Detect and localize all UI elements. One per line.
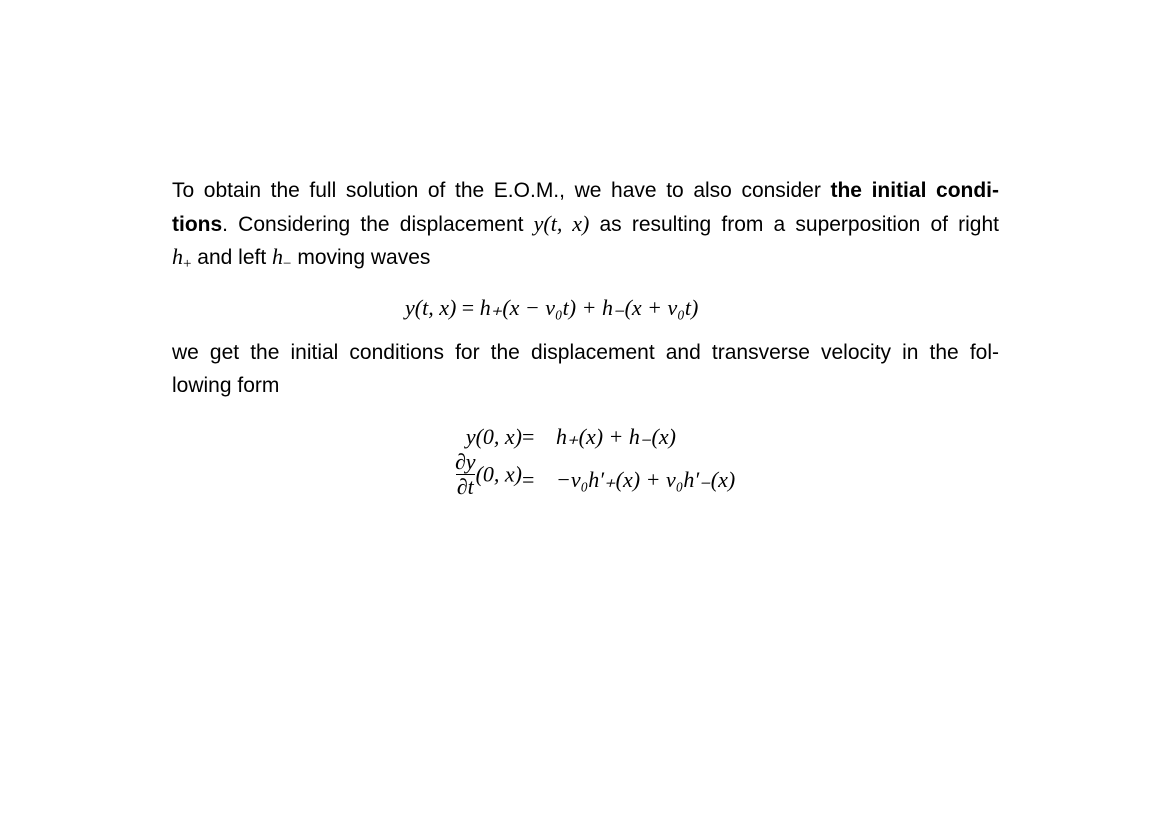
conditions-paragraph (172, 336, 999, 402)
intro-text-1: To obtain the full solution of the E.O.M., we have to also consider (172, 179, 831, 202)
intro-text-2b: as resulting from a superposition of right (589, 213, 999, 236)
partial-derivative-fraction (455, 450, 476, 499)
intro-line-2 (172, 207, 999, 240)
intro-paragraph (172, 174, 999, 273)
equation1-rhs: h₊(x − v₀t) + h₋(x + v₀t) (479, 295, 699, 320)
h-plus-symbol: h (172, 244, 183, 269)
row1-lhs: y(0, x) (465, 424, 522, 449)
row2-lhs (454, 449, 522, 501)
row1-equals: = (522, 424, 535, 449)
row2-equals: = (522, 467, 535, 492)
h-minus-symbol: h (272, 244, 284, 269)
fraction-numerator: ∂y (454, 449, 476, 474)
conditions-line-1: we get the initial conditions for the displacement and transverse velocity in the fol- (172, 341, 999, 364)
fraction-denominator: ∂t (456, 474, 474, 499)
displacement-symbol: y(t, x) (533, 211, 590, 236)
intro-text-3b: moving waves (291, 246, 431, 269)
initial-conditions-bold-1: the initial condi- (830, 179, 1000, 202)
intro-text-3a: and left (191, 246, 273, 269)
h-minus-subscript: − (283, 256, 292, 272)
intro-line-3 (172, 240, 999, 273)
initial-conditions-bold-2: tions (172, 213, 223, 236)
intro-text-2a: . Considering the displacement (222, 213, 534, 236)
equation1-lhs: y(t, x) (405, 295, 457, 320)
intro-line-1 (172, 174, 999, 207)
equation1-equals: = (461, 295, 475, 320)
wave-superposition-equation (405, 295, 698, 321)
conditions-line-2: lowing form (172, 374, 280, 397)
row2-lhs-args: (0, x) (475, 461, 522, 487)
row1-rhs: h₊(x) + h₋(x) (556, 424, 676, 449)
h-plus-subscript: + (183, 256, 192, 272)
row2-rhs: −v₀h′₊(x) + v₀h′₋(x) (556, 467, 736, 492)
initial-conditions-equations (420, 420, 760, 510)
